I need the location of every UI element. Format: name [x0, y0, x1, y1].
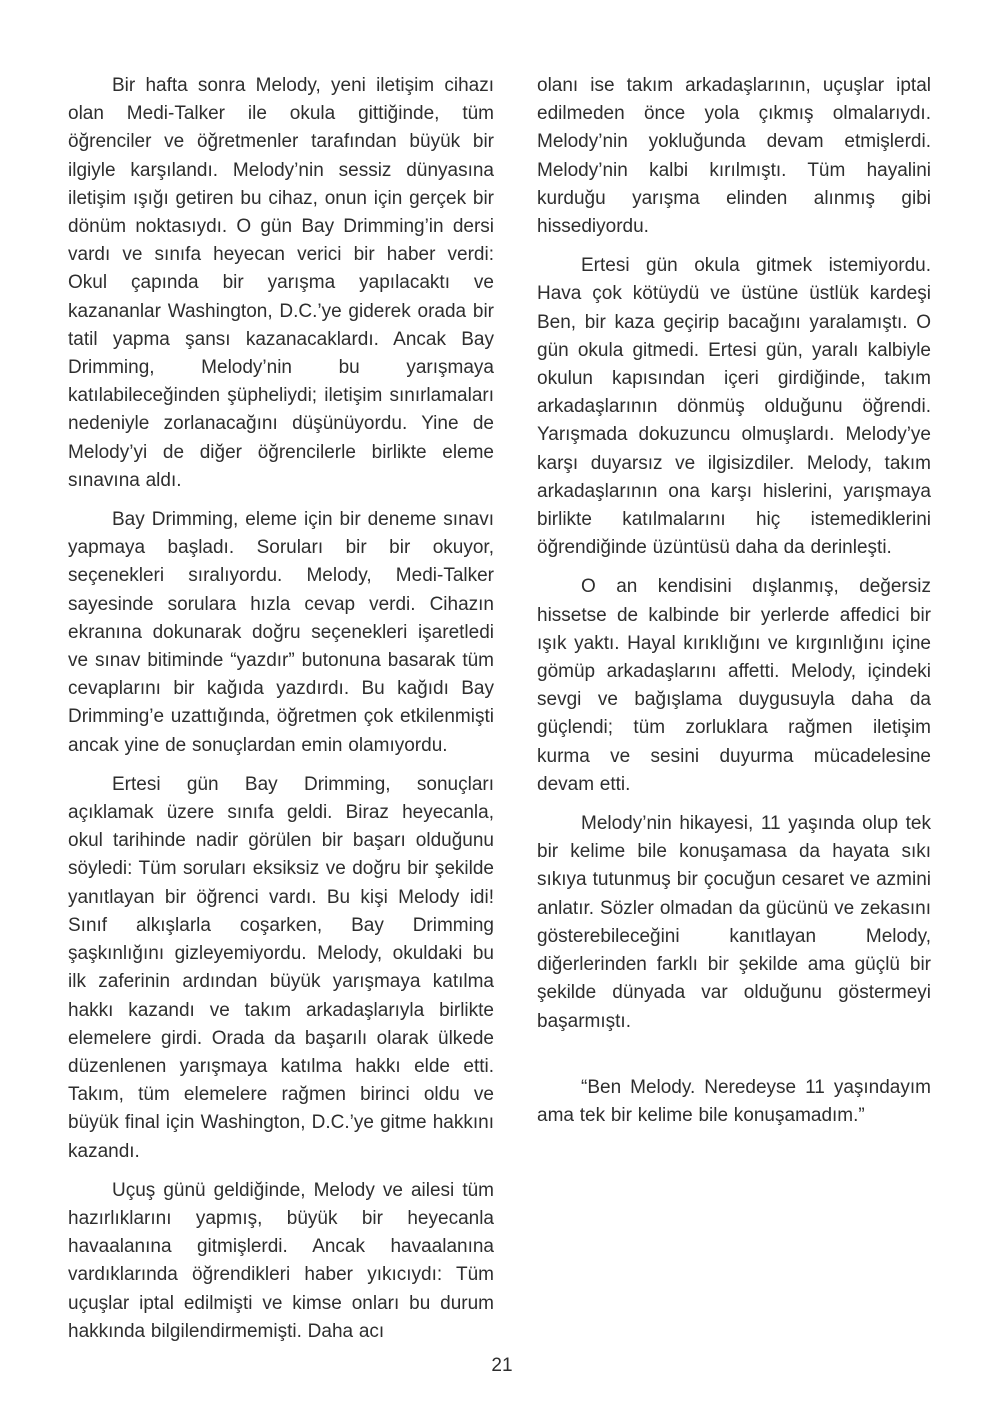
right-column [537, 72, 931, 1141]
paragraph: Melody’nin hikayesi, 11 yaşında olup tek bir kelime bile konuşamasa da hayata sıkı sıkıya tutunmuş bir çocuğun cesaret ve azmini anlatır. Sözler olmadan da gücünü ve zekasını gösterebileceğini kanıtlayan Melody, diğerlerinden farklı bir şekilde ama güçlü bir şekilde dünyada var olduğunu göstermeyi başarmıştı. [537, 813, 931, 1032]
paragraph: Bay Drimming, eleme için bir deneme sınavı yapmaya başladı. Soruları bir bir okuyor, seçenekleri sıralıyordu. Melody, Medi-Talker sayesinde sorulara hızla cevap verdi. Cihazın ekranına dokunarak doğru seçenekleri işaretledi ve sınav bitiminde “yazdır” butonuna basarak tüm cevaplarını bir kağıda yazdırdı. Bu kağıdı Bay Drimming’e uzattığında, öğretmen çok etkilenmişti ancak yine de sonuçlardan emin olamıyordu. [68, 509, 494, 756]
page-number: 21 [491, 1355, 513, 1376]
paragraph: O an kendisini dışlanmış, değersiz hissetse de kalbinde bir yerlerde affedici bir ışık yaktı. Hayal kırıklığını ve kırgınlığını içine gömüp arkadaşlarını affetti. Melody, içindeki sevgi ve bağışlama duygusuyla daha da güçlendi; tüm zorluklara rağmen iletişim kurma ve sesini duyurma mücadelesine devam etti. [537, 576, 931, 795]
paragraph: Ertesi gün okula gitmek istemiyordu. Hava çok kötüydü ve üstüne üstlük kardeşi Ben, bir kaza geçirip bacağını yaralamıştı. O gün okula gitmedi. Ertesi gün, yaralı kalbiyle okulun kapısından içeri girdiğinde, takım arkadaşlarının dönmüş olduğunu öğrendi. Yarışmada dokuzuncu olmuşlardı. Melody’ye karşı duyarsız ve ilgisizdiler. Melody, takım arkadaşlarının ona karşı hislerini, yarışmaya birlikte katılmalarını hiç istemediklerini öğrendiğinde üzüntüsü daha da derinleşti. [537, 255, 931, 559]
paragraph: Bir hafta sonra Melody, yeni iletişim cihazı olan Medi-Talker ile okula gittiğinde, tüm öğrenciler ve öğretmenler tarafından büyük bir ilgiyle karşılandı. Melody’nin sessiz dünyasına iletişim ışığı getiren bu cihaz, onun için gerçek bir dönüm noktasıydı. O gün Bay Drimming’in dersi vardı ve sınıfa heyecan verici bir haber verdi: Okul çapında bir yarışma yapılacaktı ve kazananlar Washington, D.C.’ye giderek orada bir tatil yapma şansı kazanacaklardı. Ancak Bay Drimming, Melody’nin bu yarışmaya katılabileceğinden şüpheliydi; iletişim sınırlamaları nedeniyle zorlanacağını düşünüyordu. Yine de Melody’yi de diğer öğrencilerle birlikte eleme sınavına aldı. [68, 75, 494, 491]
paragraph: Uçuş günü geldiğinde, Melody ve ailesi tüm hazırlıklarını yapmış, büyük bir heyecanla havaalanına gitmişlerdi. Ancak havaalanına vardıklarında öğrendikleri haber yıkıcıydı: Tüm uçuşlar iptal edilmişti ve kimse onları bu durum hakkında bilgilendirmemişti. Daha acı [68, 1179, 494, 1342]
paragraph: Ertesi gün Bay Drimming, sonuçları açıklamak üzere sınıfa geldi. Biraz heyecanla, okul tarihinde nadir görülen bir başarı olduğunu söyledi: Tüm soruları eksiksiz ve doğru bir şekilde yanıtlayan bir öğrenci vardı. Bu kişi Melody idi! Sınıf alkışlarla coşarken, Bay Drimming şaşkınlığını gizleyemiyordu. Melody, okuldaki bu ilk zaferinin ardından büyük yarışmaya katılma hakkı kazandı ve takım arkadaşlarıyla birlikte elemelere girdi. Orada da başarılı olarak ülkede düzenlenen yarışmaya katılma hakkı elde etti. Takım, tüm elemelere rağmen birinci oldu ve büyük final için Washington, D.C.’ye gitme hakkını kazandı. [68, 773, 494, 1162]
left-column [68, 72, 494, 1357]
paragraph-continuation: olanı ise takım arkadaşlarının, uçuşlar iptal edilmeden önce yola çıkmış olmalarıydı. Melody’nin yokluğunda devam etmişlerdi. Melody’nin kalbi kırılmıştı. Tüm hayalini kurduğu yarışma elinden alınmış gibi hissediyordu. [537, 75, 931, 238]
closing-quote-paragraph: “Ben Melody. Neredeyse 11 yaşındayım ama tek bir kelime bile konuşamadım.” [537, 1076, 931, 1126]
